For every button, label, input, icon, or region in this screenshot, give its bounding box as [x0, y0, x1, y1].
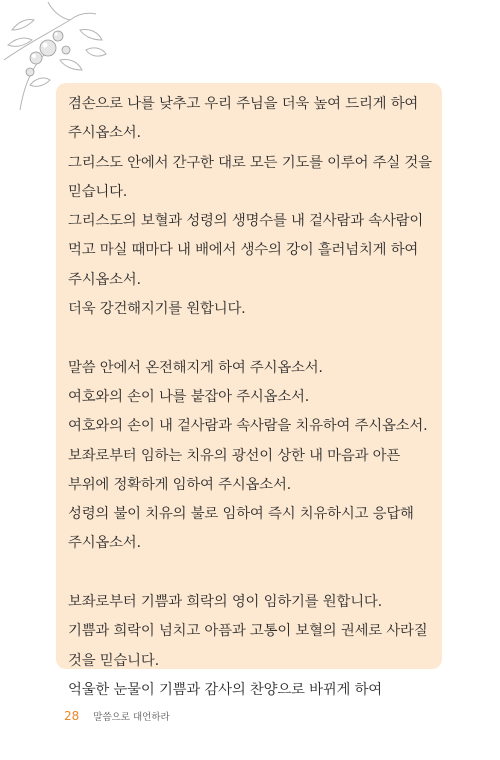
text-line: 여호와의 손이 내 겉사람과 속사람을 치유하여 주시옵소서.: [68, 418, 428, 435]
text-line: 그리스도의 보혈과 성령의 생명수를 내 겉사람과 속사람이: [68, 213, 424, 230]
text-line: 기쁨과 희락이 넘치고 아픔과 고통이 보혈의 권세로 사라질: [68, 623, 428, 640]
text-line: 믿습니다.: [68, 183, 128, 200]
text-line: 주시옵소서.: [68, 535, 141, 552]
blank-line: [68, 559, 430, 588]
text-line: 보좌로부터 기쁨과 희락의 영이 임하기를 원합니다.: [68, 594, 382, 611]
text-line: 여호와의 손이 나를 붙잡아 주시옵소서.: [68, 388, 310, 405]
blank-line: [68, 324, 430, 353]
text-line: 억울한 눈물이 기쁨과 감사의 찬양으로 바뀌게 하여: [68, 681, 382, 698]
text-line: 그리스도 안에서 간구한 대로 모든 기도를 이루어 주실 것을: [68, 154, 432, 171]
page-number: 28: [64, 709, 80, 723]
text-line: 겸손으로 나를 낮추고 우리 주님을 더욱 높여 드리게 하여: [68, 96, 419, 112]
text-line: 부위에 정확하게 임하여 주시옵소서.: [68, 476, 292, 493]
page-footer: [64, 709, 170, 723]
text-line: 보좌로부터 임하는 치유의 광선이 상한 내 마음과 아픈: [68, 447, 401, 464]
text-line: 성령의 불이 치유의 불로 임하여 즉시 치유하시고 응답해: [68, 506, 414, 523]
text-line: 말씀 안에서 온전해지게 하여 주시옵소서.: [68, 359, 323, 376]
prayer-text-box: [56, 83, 442, 698]
text-line: 것을 믿습니다.: [68, 652, 159, 669]
book-title: 말씀으로 대언하라: [93, 712, 170, 723]
text-line: 주시옵소서.: [68, 271, 141, 288]
text-line: 주시옵소서.: [68, 125, 141, 142]
text-line: 먹고 마실 때마다 내 배에서 생수의 강이 흘러넘치게 하여: [68, 242, 419, 259]
text-line: 더욱 강건해지기를 원합니다.: [68, 301, 246, 318]
